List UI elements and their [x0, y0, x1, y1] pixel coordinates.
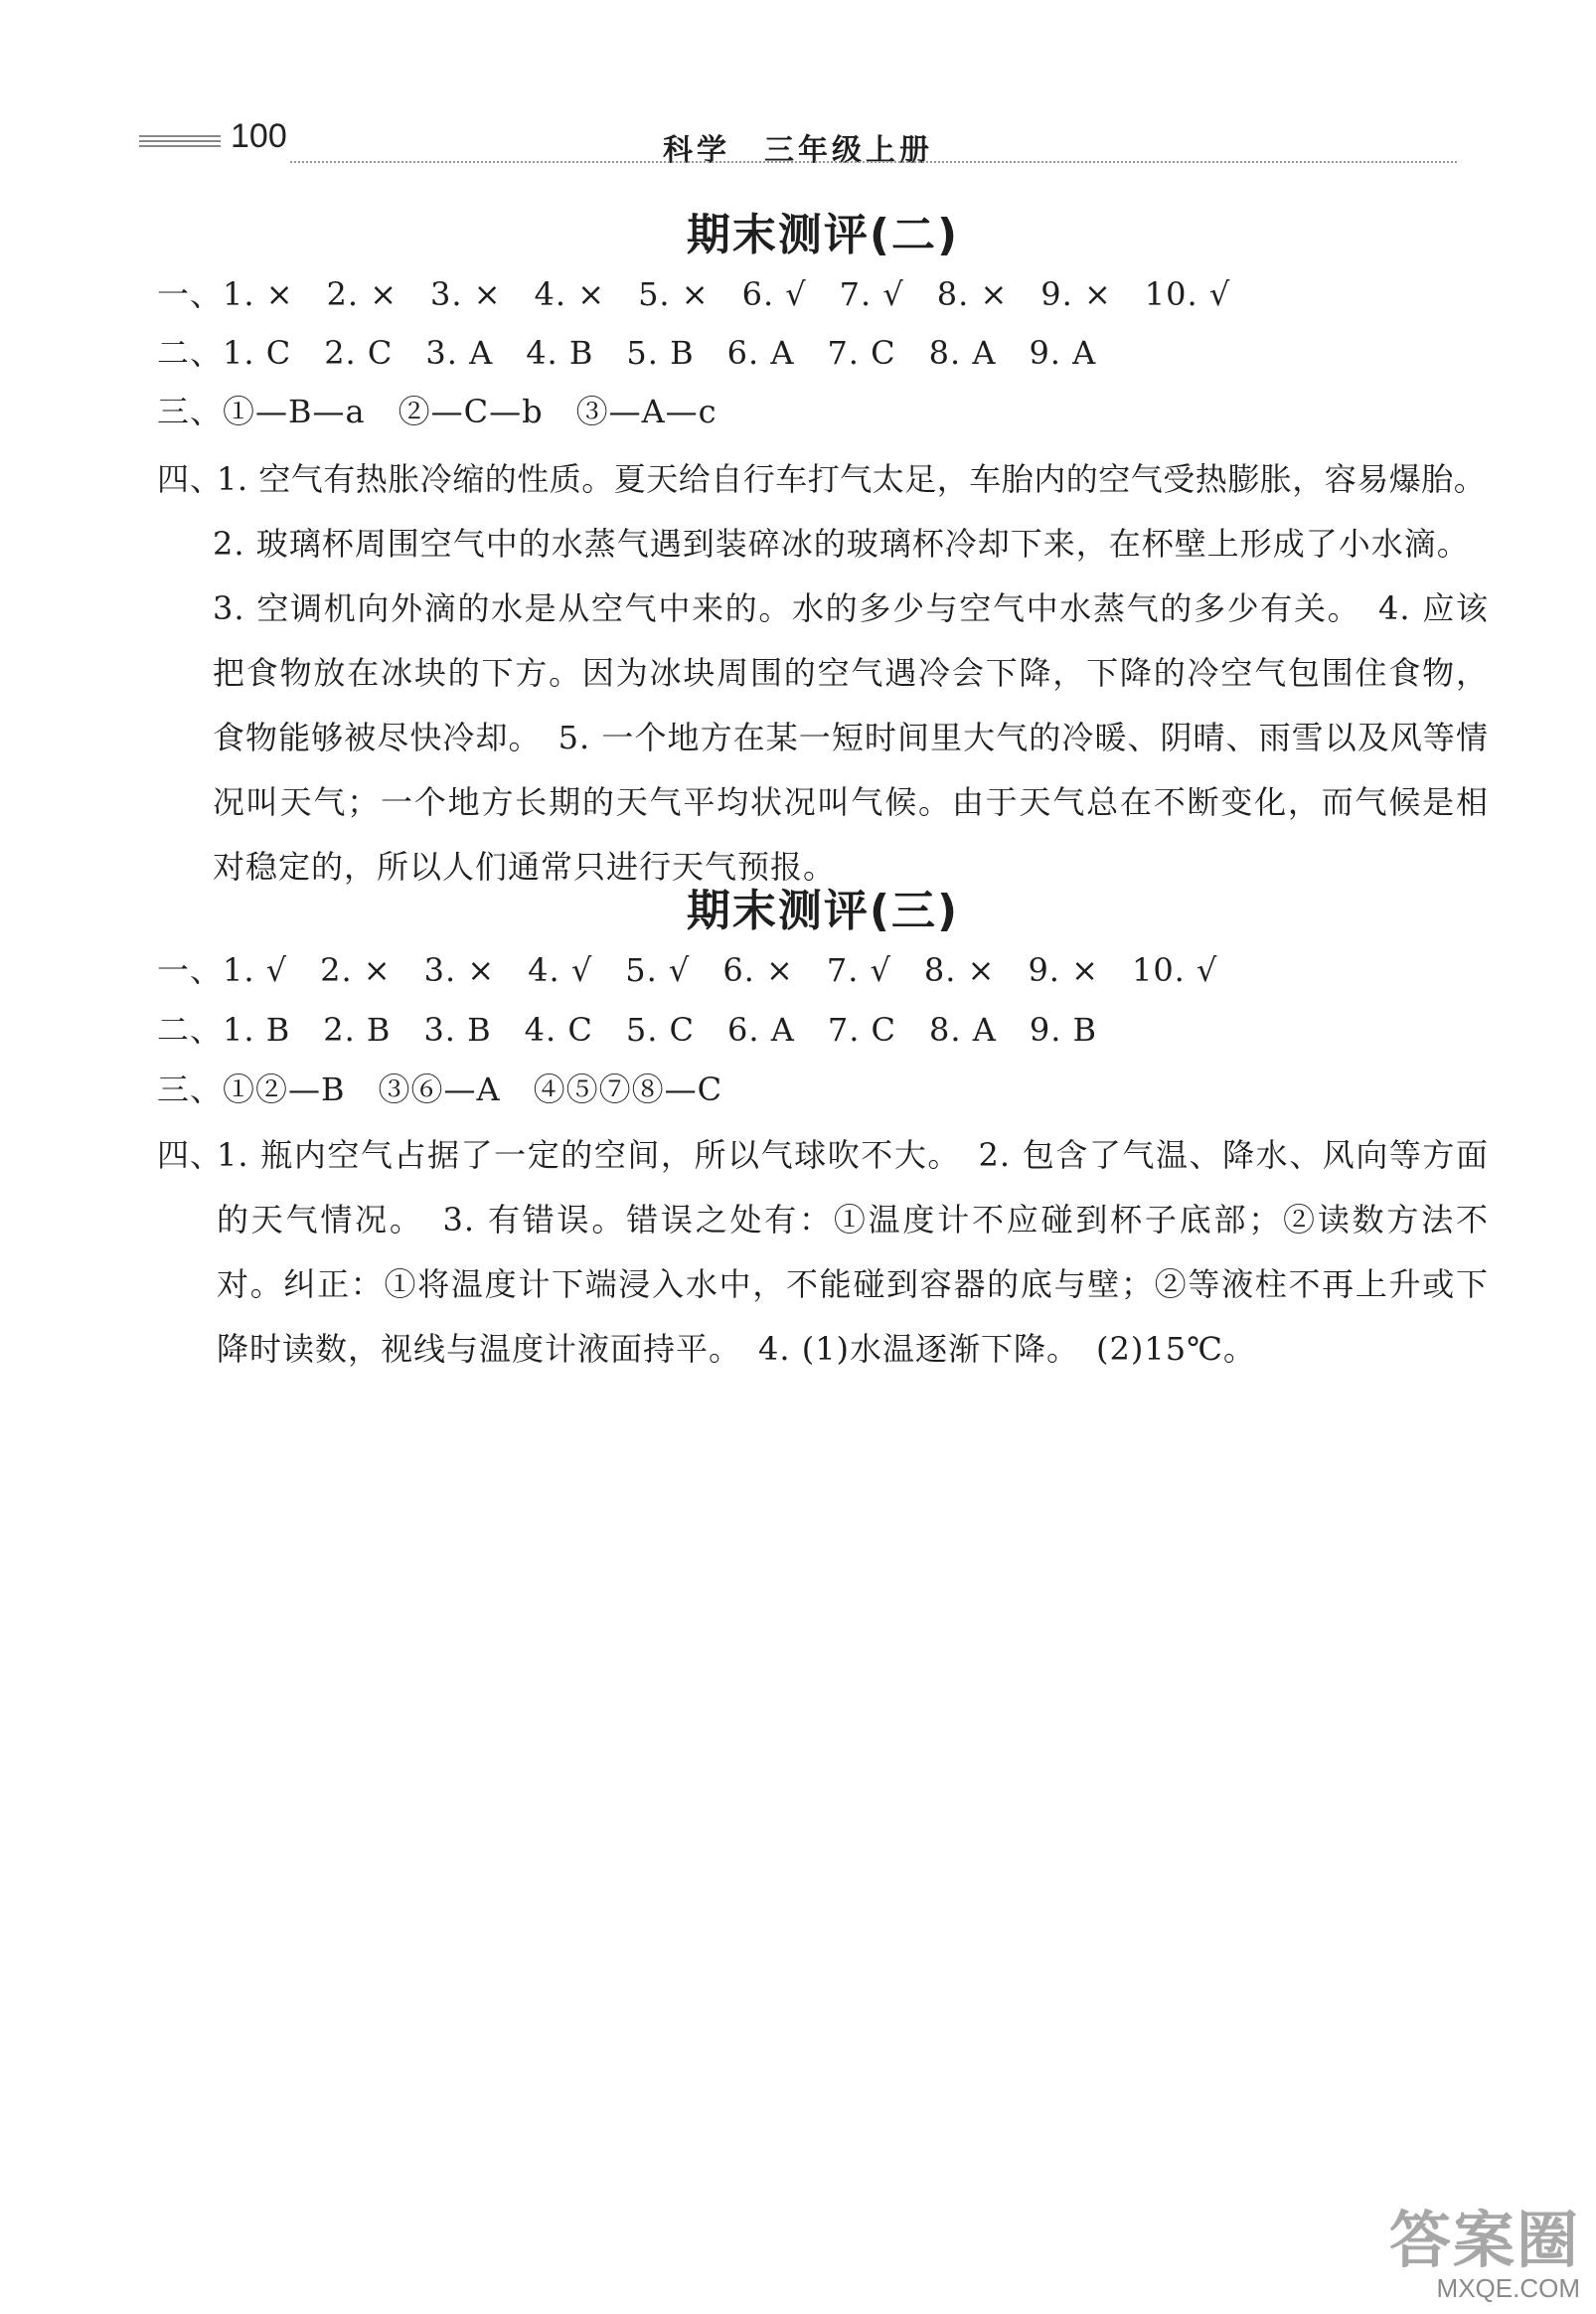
- page-number: 100: [231, 117, 287, 155]
- exam3-part4-label: 四、: [157, 1136, 224, 1174]
- exam3-part2-answers: 二、1. B 2. B 3. B 4. C 5. C 6. A 7. C 8. A 9. B: [157, 1011, 1098, 1049]
- exam3-part4-answers: 1. 瓶内空气占据了一定的空间，所以气球吹不大。 2. 包含了气温、降水、风向等方面的天气情况。 3. 有错误。错误之处有：①温度计不应碰到杯子底部；②读数方法不对。纠正：①将温度计下端浸入水中，不能碰到容器的底与壁；②等液柱不再上升或下降时读数，视线与温度计液面持平。 4. (1)水温逐渐下降。 (2)15℃。: [217, 1136, 1489, 1368]
- exam2-part4-answer-2: 2. 玻璃杯周围空气中的水蒸气遇到装碎冰的玻璃杯冷却下来，在杯壁上形成了小水滴。: [213, 525, 1470, 563]
- exam3-part3-answers: 三、①②—B ③⑥—A ④⑤⑦⑧—C: [157, 1071, 723, 1108]
- exam2-part4-answer-1: 1. 空气有热胀冷缩的性质。夏天给自行车打气太足，车胎内的空气受热膨胀，容易爆胎。: [217, 460, 1487, 498]
- exam2-part3-answers: 三、①—B—a ②—C—b ③—A—c: [157, 393, 718, 430]
- watermark-logo: 答案圈: [1388, 2207, 1580, 2275]
- watermark-site: MXQE.COM: [1436, 2273, 1580, 2303]
- exam2-part4-answer-3-5: 3. 空调机向外滴的水是从空气中来的。水的多少与空气中水蒸气的多少有关。 4. 应该把食物放在冰块的下方。因为冰块周围的空气遇冷会下降，下降的冷空气包围住食物，食物能够被尽快冷却。 5. 一个地方在某一短时间里大气的冷暖、阴晴、雨雪以及风等情况叫天气；一个地方长期的天气平均状况叫气候。由于天气总在不断变化，而气候是相对稳定的，所以人们通常只进行天气预报。: [213, 589, 1489, 886]
- exam2-part4-label: 四、: [157, 460, 224, 498]
- exam2-part2-answers: 二、1. C 2. C 3. A 4. B 5. B 6. A 7. C 8. A 9. A: [157, 334, 1097, 372]
- exam2-part1-answers: 一、1. × 2. × 3. × 4. × 5. × 6. √ 7. √ 8. × 9. × 10. √: [157, 275, 1231, 313]
- page-header: [0, 117, 1596, 167]
- section-title-exam-3: 期末测评(三): [686, 886, 960, 936]
- exam3-part1-answers: 一、1. √ 2. × 3. × 4. √ 5. √ 6. × 7. √ 8. × 9. × 10. √: [157, 951, 1218, 989]
- book-title: 科学 三年级上册: [663, 133, 933, 168]
- header-rule: [290, 161, 1457, 163]
- site-watermark: [1389, 2191, 1580, 2304]
- section-title-exam-2: 期末测评(二): [686, 210, 960, 260]
